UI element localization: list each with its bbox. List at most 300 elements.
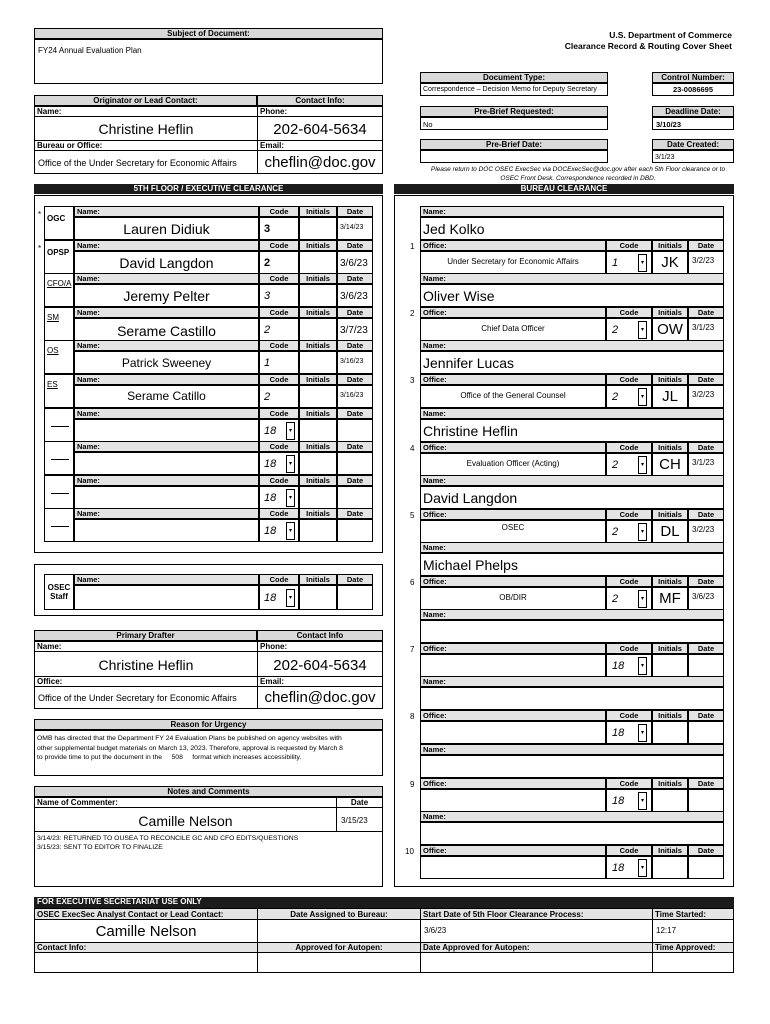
bureau-code-field[interactable] [606,856,652,879]
subject-header: Subject of Document: [34,28,383,39]
bureau-date: 3/1/23 [692,323,715,332]
clearance-initials-field[interactable] [299,452,337,475]
bureau-date-field[interactable] [688,385,724,408]
clearance-date-field[interactable] [337,251,373,274]
bureau-initials-field[interactable] [652,856,688,879]
office-cell [44,273,74,307]
clearance-date-field[interactable] [337,486,373,509]
bureau-row-number: 1 [410,242,415,251]
bureau-office-field[interactable] [420,385,606,408]
chevron-down-icon[interactable]: ▾ [638,792,647,810]
sheet-heading [565,30,732,52]
chevron-down-icon[interactable]: ▾ [638,590,647,608]
notes-box [34,797,383,887]
bureau-initials-field[interactable] [652,453,688,476]
originator-name[interactable]: Christine Heflin [98,121,194,137]
bureau-name-field[interactable] [420,419,724,442]
col-name-header: Name: [74,307,259,318]
blank-line [51,426,69,427]
drafter-header: Primary Drafter [34,630,257,641]
start-date-value[interactable]: 3/6/23 [424,926,447,935]
clearance-initials-field[interactable] [299,385,337,408]
urgency-text [37,734,343,763]
clearance-code-field[interactable] [259,318,299,341]
clearance-date-field[interactable] [337,419,373,442]
col-code-header: Code [259,340,299,351]
control-number-field[interactable] [652,83,734,96]
clearance-date-field[interactable] [337,519,373,542]
bureau-code: 18 [612,795,625,807]
clearance-code: 18 [264,492,277,504]
bureau-date-field[interactable] [688,520,724,543]
bureau-name-field[interactable] [420,620,724,643]
originator-bureau[interactable]: Office of the Under Secretary for Economic Affairs [38,158,237,168]
osec-code-field[interactable] [259,585,299,610]
clearance-name: Patrick Sweeney [121,356,212,370]
chevron-down-icon[interactable]: ▾ [638,388,647,406]
bureau-initials-field[interactable] [652,789,688,812]
bureau-name-field[interactable] [420,822,724,845]
bureau-row-number: 8 [410,712,415,721]
bureau-date-header: Date [688,509,724,520]
bureau-date-field[interactable] [688,251,724,274]
bureau-initials-header: Initials [652,710,688,721]
bureau-office-field[interactable] [420,721,606,744]
col-date-header: Date [337,273,373,284]
clearance-code: 2 [264,391,271,403]
prebrief-requested-field[interactable] [420,117,608,130]
date-assigned-label: Date Assigned to Bureau: [290,910,388,919]
clearance-code-field[interactable] [259,385,299,408]
office-cell [44,441,74,475]
bureau-code-field[interactable] [606,721,652,744]
bureau-office-field[interactable] [420,654,606,677]
clearance-initials-field[interactable] [299,519,337,542]
clearance-initials-field[interactable] [299,351,337,374]
bureau-office-header: Office: [420,240,606,251]
commenter-label: Name of Commenter: [37,798,118,807]
bureau-name-field[interactable] [420,755,724,778]
bureau-code-field[interactable] [606,654,652,677]
chevron-down-icon[interactable]: ▾ [638,254,647,272]
time-started-value[interactable]: 12:17 [656,926,677,935]
blank-line [51,459,69,460]
bureau-initials: DL [660,523,680,540]
clearance-name: David Langdon [119,255,214,271]
required-marker: * [38,244,42,253]
osec-code-header: Code [259,574,299,585]
chevron-down-icon[interactable]: ▾ [638,456,647,474]
commenter-name[interactable]: Camille Nelson [138,813,233,829]
office-cell [44,240,74,274]
clearance-name-field[interactable] [74,419,259,442]
clearance-date: 3/16/23 [340,358,364,365]
notes-line: 3/14/23: RETURNED TO OUSEA TO RECONCILE GC AND CFO EDITS/QUESTIONS [37,835,299,842]
col-name-header: Name: [74,240,259,251]
clearance-name-field[interactable] [74,351,259,374]
bureau-code-field[interactable] [606,385,652,408]
bureau-initials-field[interactable] [652,318,688,341]
osec-name-header: Name: [74,574,259,585]
bureau-office-field[interactable] [420,453,606,476]
bureau-initials: CH [659,456,681,473]
bureau-office-header: Office: [420,509,606,520]
bureau-date-field[interactable] [688,587,724,610]
bureau-date: 3/2/23 [692,256,715,265]
execsec-box [34,908,734,973]
doc-type-value: Correspondence – Decision Memo for Deputy Secretary [423,86,597,93]
bureau-office-field[interactable] [420,856,606,879]
bureau-initials: JK [661,254,679,271]
col-date-header: Date [337,374,373,385]
bureau-label: Bureau or Office: [37,141,103,150]
bureau-name-field[interactable] [420,217,724,240]
bureau-code-field[interactable] [606,789,652,812]
clearance-date: 3/14/23 [340,224,364,231]
urgency-line: to provide time to put the document in the 508 format which increases accessibility. [37,754,302,761]
office-label: OS [47,346,59,355]
notes-line: 3/15/23: SENT TO EDITOR TO FINALIZE [37,843,163,851]
bureau-code-header: Code [606,576,652,587]
clearance-name-field[interactable] [74,284,259,307]
clearance-name-field[interactable] [74,519,259,542]
clearance-code: 2 [264,257,271,269]
bureau-name-field[interactable] [420,351,724,374]
clearance-date-field[interactable] [337,284,373,307]
clearance-name-field[interactable] [74,217,259,240]
bureau-code-header: Code [606,307,652,318]
bureau-date-field[interactable] [688,654,724,677]
blank-line [51,493,69,494]
col-code-header: Code [259,206,299,217]
bureau-name-header: Name: [420,206,724,217]
clearance-code-field[interactable] [259,251,299,274]
clearance-name-field[interactable] [74,486,259,509]
clearance-name: Jeremy Pelter [123,288,210,304]
bureau-row-number: 2 [410,309,415,318]
bureau-approver-name: Michael Phelps [423,557,518,573]
drafter-email[interactable]: cheflin@doc.gov [264,689,376,706]
office-cell [44,307,74,341]
osec-initials-field[interactable] [299,585,337,610]
prebrief-requested-value: No [423,120,433,129]
clearance-code: 3 [264,290,271,302]
bureau-row-number: 6 [410,578,415,587]
drafter-office[interactable]: Office of the Under Secretary for Economic Affairs [38,693,237,703]
required-marker: * [38,210,42,219]
bureau-date: 3/1/23 [692,458,715,467]
clearance-code-field[interactable] [259,351,299,374]
notes-header: Notes and Comments [34,786,383,797]
clearance-code-field[interactable] [259,217,299,240]
bureau-code-field[interactable] [606,520,652,543]
analyst-label: OSEC ExecSec Analyst Contact or Lead Contact: [37,910,224,919]
bureau-approver-name: Christine Heflin [423,423,518,439]
prebrief-date-field[interactable] [420,150,608,163]
fifth-floor-title: 5TH FLOOR / EXECUTIVE CLEARANCE [34,184,383,194]
bureau-office-field[interactable] [420,251,606,274]
clearance-initials-field[interactable] [299,419,337,442]
office-cell [44,475,74,509]
bureau-name-field[interactable] [420,486,724,509]
office-cell [44,340,74,374]
bureau-name-header: Name: [420,340,724,351]
bureau-office: Evaluation Officer (Acting) [466,459,560,468]
bureau-code-field[interactable] [606,318,652,341]
bureau-name-header: Name: [420,273,724,284]
clearance-code-field[interactable] [259,419,299,442]
drafter-box [34,641,383,709]
clearance-initials-field[interactable] [299,251,337,274]
col-initials-header: Initials [299,374,337,385]
bureau-code: 18 [612,727,625,739]
col-initials-header: Initials [299,408,337,419]
col-date-header: Date [337,307,373,318]
clearance-name-field[interactable] [74,385,259,408]
time-approved-label: Time Approved: [655,943,716,952]
chevron-down-icon[interactable]: ▾ [638,724,647,742]
office-cell [44,408,74,442]
col-initials-header: Initials [299,206,337,217]
office-label: SM [47,313,59,322]
col-initials-header: Initials [299,240,337,251]
clearance-date-field[interactable] [337,385,373,408]
deadline-field[interactable] [652,117,734,130]
notes-date[interactable]: 3/15/23 [341,816,368,825]
bureau-initials-header: Initials [652,643,688,654]
col-date-header: Date [337,340,373,351]
clearance-code-field[interactable] [259,284,299,307]
bureau-office-header: Office: [420,643,606,654]
time-started-label: Time Started: [655,910,706,919]
return-note [400,165,756,183]
doc-type-field[interactable] [420,83,608,96]
bureau-code: 2 [612,526,619,538]
staff-label: Staff [50,592,68,601]
col-initials-header: Initials [299,340,337,351]
drafter-phone-label: Phone: [260,642,288,651]
bureau-clearance-title: BUREAU CLEARANCE [394,184,734,194]
bureau-code: 2 [612,391,619,403]
bureau-office-field[interactable] [420,587,606,610]
contact-info-label: Contact Info: [37,943,87,952]
col-date-header: Date [337,408,373,419]
bureau-code-header: Code [606,240,652,251]
chevron-down-icon[interactable]: ▾ [638,523,647,541]
bureau-initials-field[interactable] [652,385,688,408]
bureau-name-field[interactable] [420,553,724,576]
clearance-initials-field[interactable] [299,284,337,307]
control-number-header: Control Number: [652,72,734,83]
bureau-office-header: Office: [420,576,606,587]
col-name-header: Name: [74,340,259,351]
chevron-down-icon[interactable]: ▾ [286,455,295,473]
clearance-code-field[interactable] [259,486,299,509]
bureau-code-header: Code [606,778,652,789]
chevron-down-icon[interactable]: ▾ [286,422,295,440]
originator-box [34,106,383,174]
autopen-label: Approved for Autopen: [295,943,383,952]
clearance-date: 3/7/23 [340,325,368,336]
bureau-name-header: Name: [420,609,724,620]
col-code-header: Code [259,307,299,318]
drafter-name[interactable]: Christine Heflin [98,657,194,673]
clearance-date-field[interactable] [337,452,373,475]
clearance-name-field[interactable] [74,452,259,475]
urgency-box[interactable] [34,730,383,776]
bureau-initials-header: Initials [652,778,688,789]
col-date-header: Date [337,240,373,251]
bureau-initials-field[interactable] [652,520,688,543]
originator-contact-header: Contact Info: [257,95,383,106]
chevron-down-icon[interactable]: ▾ [286,589,295,607]
bureau-office: Under Secretary for Economic Affairs [447,257,579,266]
bureau-initials-header: Initials [652,442,688,453]
bureau-name-header: Name: [420,475,724,486]
bureau-date-field[interactable] [688,318,724,341]
bureau-name-header: Name: [420,408,724,419]
chevron-down-icon[interactable]: ▾ [638,859,647,877]
bureau-name-header: Name: [420,676,724,687]
clearance-date: 3/6/23 [340,258,368,269]
originator-email[interactable]: cheflin@doc.gov [264,154,376,171]
col-name-header: Name: [74,408,259,419]
office-cell [44,374,74,408]
bureau-name-field[interactable] [420,687,724,710]
clearance-initials-field[interactable] [299,486,337,509]
bureau-name-header: Name: [420,744,724,755]
office-label: CFO/A [47,279,72,288]
chevron-down-icon[interactable]: ▾ [638,657,647,675]
office-label: OPSP [47,248,70,257]
bureau-name-header: Name: [420,542,724,553]
bureau-row-number: 7 [410,645,415,654]
bureau-date: 3/2/23 [692,525,715,534]
bureau-code-header: Code [606,845,652,856]
col-name-header: Name: [74,475,259,486]
clearance-initials-field[interactable] [299,318,337,341]
clearance-name-field[interactable] [74,251,259,274]
deadline-value: 3/10/23 [656,120,682,129]
bureau-date-field[interactable] [688,453,724,476]
bureau-date-header: Date [688,643,724,654]
clearance-code-field[interactable] [259,452,299,475]
clearance-date-field[interactable] [337,217,373,240]
clearance-date: 3/6/23 [340,291,368,302]
col-name-header: Name: [74,508,259,519]
bureau-initials-field[interactable] [652,721,688,744]
bureau-initials-header: Initials [652,509,688,520]
office-label: ES [47,380,58,389]
bureau-initials-header: Initials [652,240,688,251]
bureau-row-number: 4 [410,444,415,453]
bureau-date-header: Date [688,576,724,587]
bureau-code: 1 [612,257,619,269]
originator-header: Originator or Lead Contact: [34,95,257,106]
col-name-header: Name: [74,273,259,284]
date-created-field[interactable] [652,150,734,163]
bureau-date-field[interactable] [688,721,724,744]
clearance-code-field[interactable] [259,519,299,542]
bureau-initials-field[interactable] [652,251,688,274]
bureau-date: 3/2/23 [692,390,715,399]
osec-name-field[interactable] [74,585,259,610]
bureau-initials-field[interactable] [652,587,688,610]
bureau-office-header: Office: [420,845,606,856]
chevron-down-icon[interactable]: ▾ [286,489,295,507]
clearance-name-field[interactable] [74,318,259,341]
osec-initials-header: Initials [299,574,337,585]
bureau-initials: OW [657,321,683,338]
notes-text[interactable] [37,835,298,852]
bureau-code: 2 [612,593,619,605]
bureau-office-field[interactable] [420,318,606,341]
originator-phone[interactable]: 202-604-5634 [273,121,367,138]
clearance-initials-field[interactable] [299,217,337,240]
bureau-date-field[interactable] [688,789,724,812]
bureau-date-header: Date [688,307,724,318]
prebrief-date-header: Pre-Brief Date: [420,139,608,150]
chevron-down-icon[interactable]: ▾ [638,321,647,339]
clearance-code: 1 [264,357,271,369]
urgency-header: Reason for Urgency [34,719,383,730]
analyst-name[interactable]: Camille Nelson [95,923,197,940]
clearance-code: 18 [264,525,277,537]
bureau-code-field[interactable] [606,587,652,610]
originator-phone-label: Phone: [260,107,288,116]
bureau-row-number: 3 [410,376,415,385]
col-initials-header: Initials [299,441,337,452]
bureau-office-field[interactable] [420,520,606,543]
bureau-row-number: 5 [410,511,415,520]
bureau-office-header: Office: [420,374,606,385]
clearance-date-field[interactable] [337,318,373,341]
clearance-name: Serame Castillo [117,323,216,339]
bureau-date-header: Date [688,778,724,789]
bureau-date-field[interactable] [688,856,724,879]
chevron-down-icon[interactable]: ▾ [286,522,295,540]
bureau-initials-field[interactable] [652,654,688,677]
bureau-office-field[interactable] [420,789,606,812]
bureau-office: OB/DIR [499,593,527,602]
osec-date-field[interactable] [337,585,373,610]
clearance-date: 3/16/23 [340,392,364,399]
urgency-line: other supplemental budget materials on March 13, 2023. Therefore, approval is requested by March 8 [37,744,343,752]
drafter-phone[interactable]: 202-604-5634 [273,657,367,674]
bureau-code-field[interactable] [606,453,652,476]
drafter-contact-header: Contact Info [257,630,383,641]
bureau-approver-name: Oliver Wise [423,288,495,304]
bureau-code: 18 [612,862,625,874]
osec-staff-label [45,583,73,601]
drafter-email-label: Email: [260,677,285,686]
bureau-office-header: Office: [420,442,606,453]
bureau-code-field[interactable] [606,251,652,274]
clearance-code: 18 [264,425,277,437]
bureau-initials-header: Initials [652,576,688,587]
clearance-name: Lauren Didiuk [123,221,210,237]
clearance-date-field[interactable] [337,351,373,374]
subject-value: FY24 Annual Evaluation Plan [38,46,142,55]
col-name-header: Name: [74,441,259,452]
bureau-date-header: Date [688,710,724,721]
bureau-code-header: Code [606,710,652,721]
bureau-row-number: 10 [405,847,414,856]
bureau-office-header: Office: [420,307,606,318]
subject-field[interactable] [34,39,383,84]
bureau-name-field[interactable] [420,284,724,307]
osec-date-header: Date [337,574,373,585]
